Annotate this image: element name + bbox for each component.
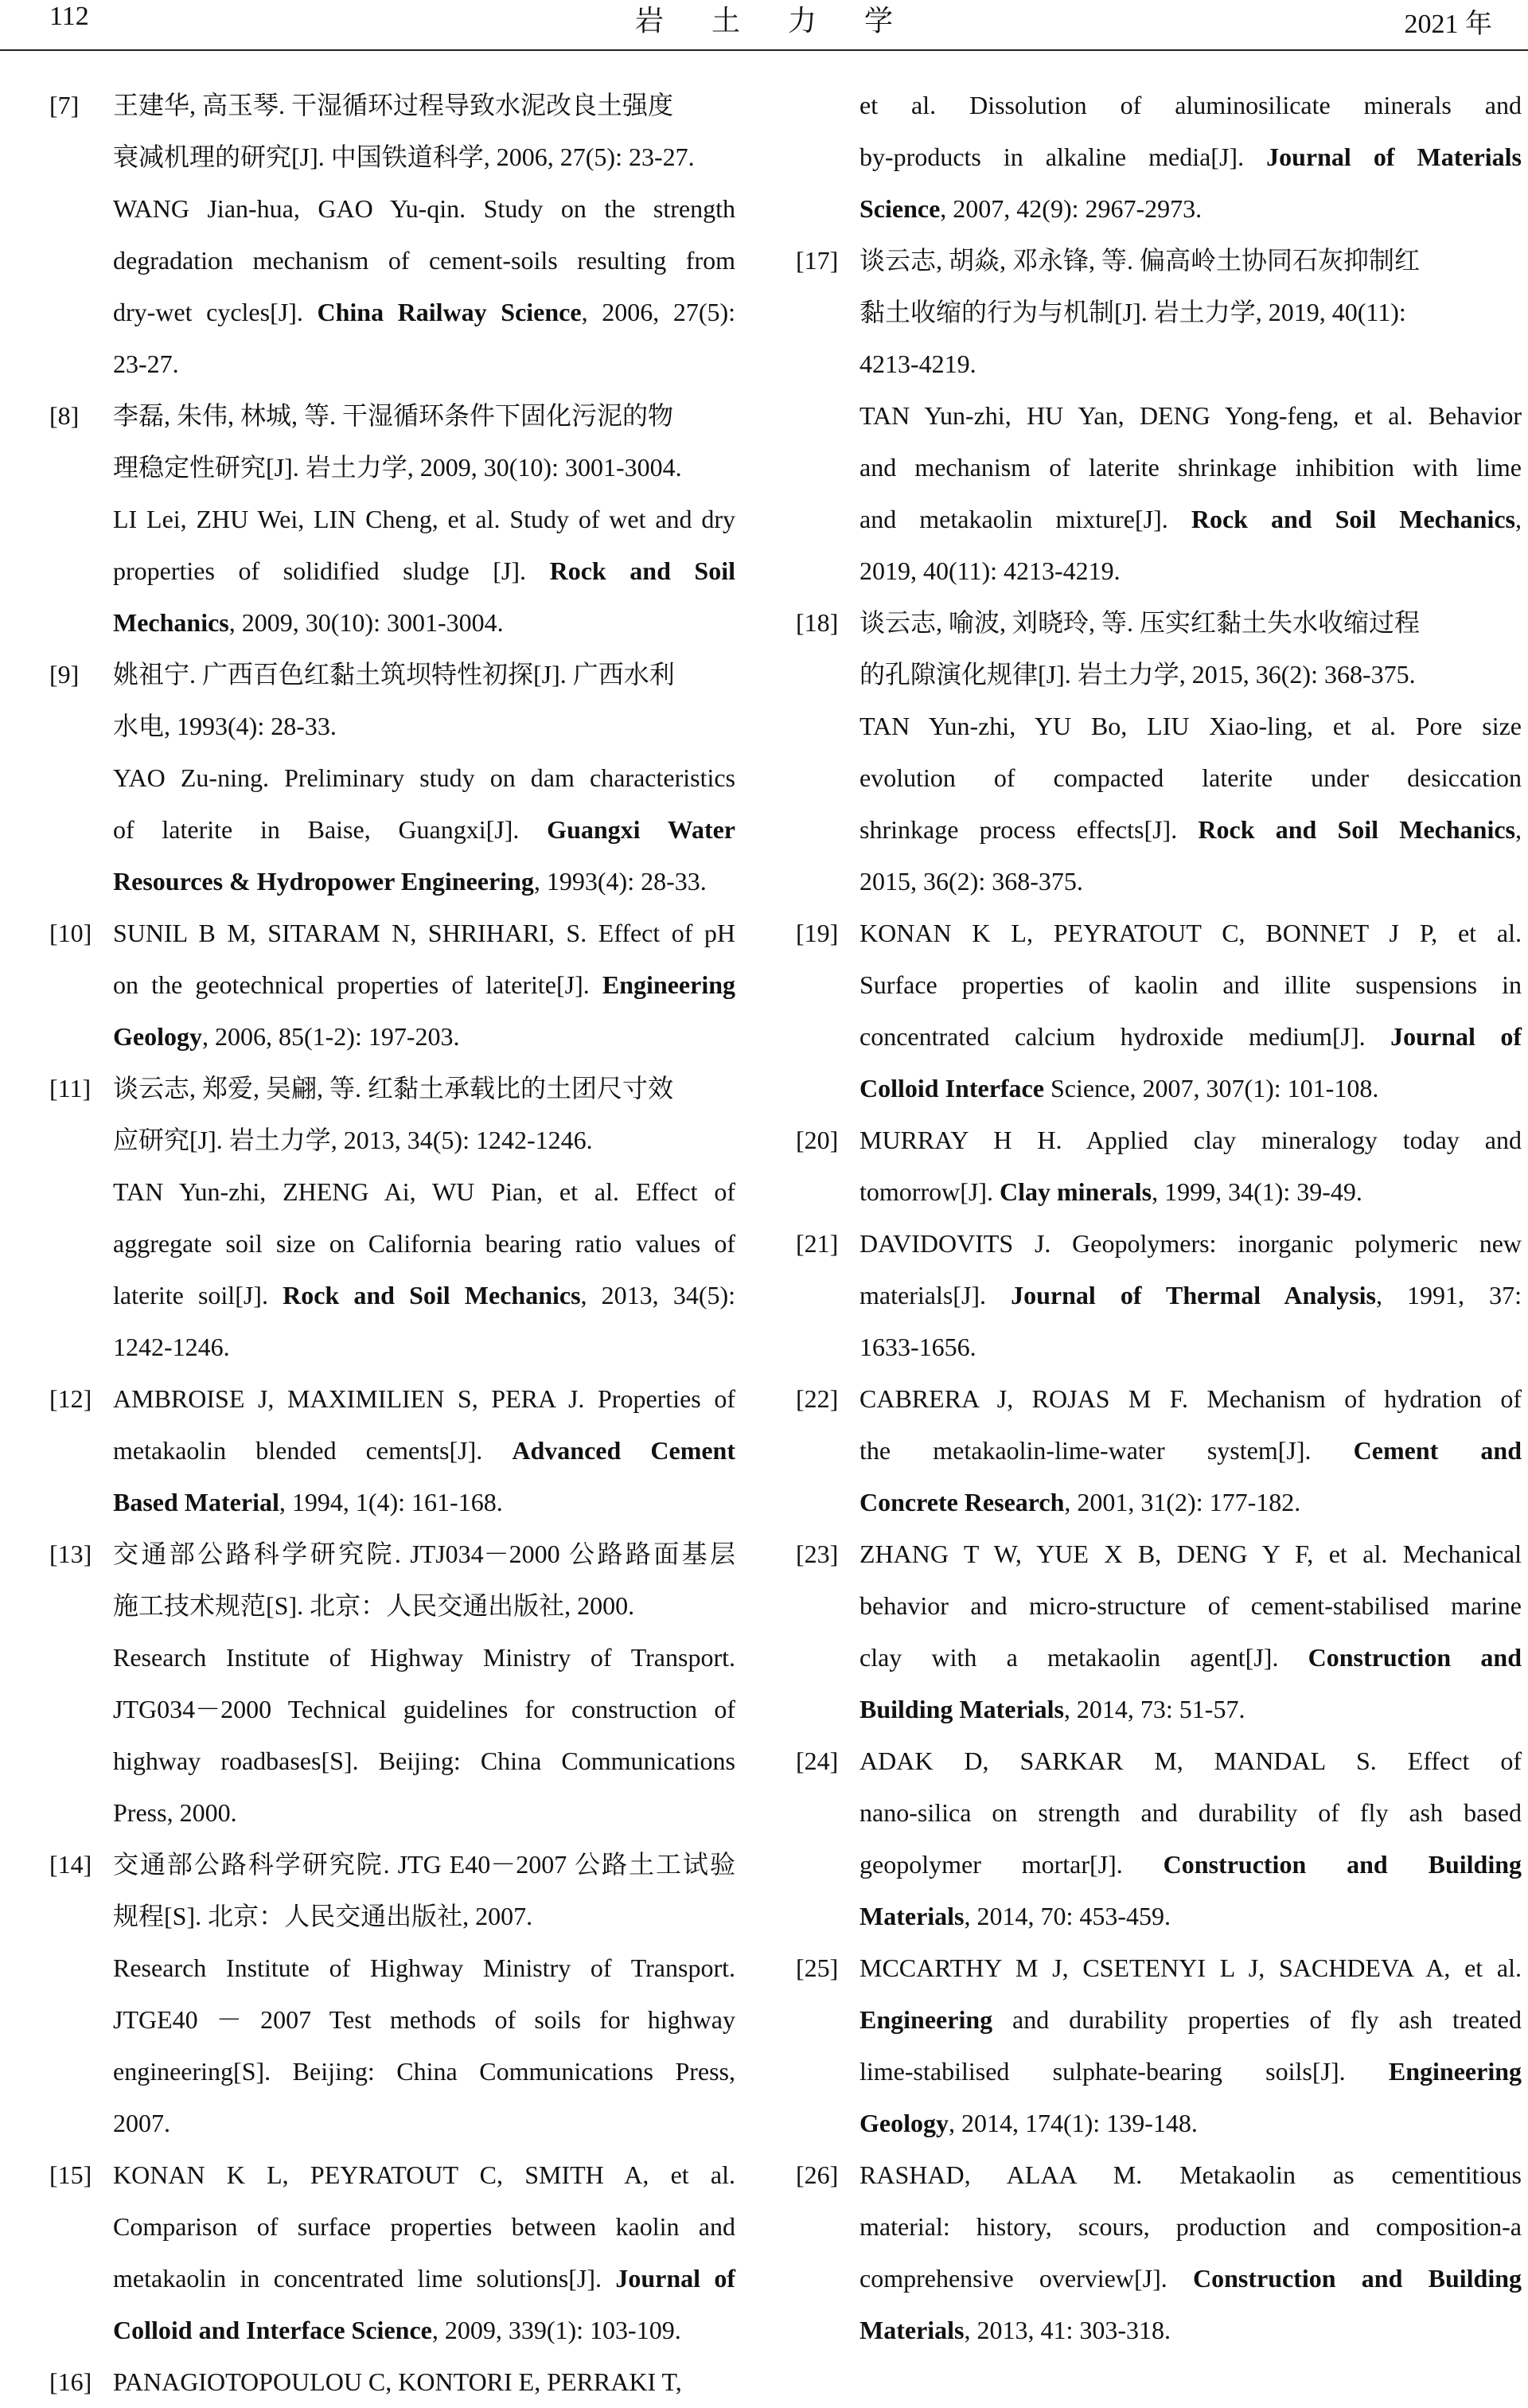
reference-entry	[49, 1063, 735, 1373]
reference-entry	[49, 1528, 735, 1839]
reference-line: PANAGIOTOPOULOU C, KONTORI E, PERRAKI T,	[113, 2367, 682, 2396]
reference-line: nano-silica on strength and durability of fly ash based	[860, 1798, 1522, 1827]
reference-number: [23]	[796, 1540, 839, 1568]
reference-entry	[796, 907, 1522, 1114]
journal-name: Journal of Materials	[1266, 142, 1522, 171]
reference-line: AMBROISE J, MAXIMILIEN S, PERA J. Properties of	[113, 1384, 735, 1413]
reference-line: 4213-4219.	[860, 349, 976, 378]
journal-name: Journal of	[615, 2264, 736, 2293]
journal-name: Rock and Soil	[549, 556, 736, 585]
journal-name: Clay minerals	[999, 1177, 1152, 1206]
journal-name: Materials	[860, 1902, 965, 1930]
reference-line: 2019, 40(11): 4213-4219.	[860, 556, 1121, 585]
reference-line: DAVIDOVITS J. Geopolymers: inorganic polymeric new	[860, 1229, 1522, 1258]
reference-line: tomorrow[J]. Clay minerals, 1999, 34(1): 39-49.	[860, 1177, 1362, 1206]
journal-name: Engineering	[1388, 2057, 1522, 2086]
reference-line: and mechanism of laterite shrinkage inhibition with lime	[860, 453, 1522, 482]
reference-text	[860, 1373, 1522, 1528]
reference-number: [8]	[49, 401, 80, 430]
reference-entry	[796, 1114, 1522, 1218]
journal-name: Resources & Hydropower Engineering	[113, 867, 534, 896]
journal-name: Colloid and Interface Science	[113, 2316, 432, 2344]
journal-name: Based Material	[113, 1488, 279, 1516]
reference-line: Engineering and durability properties of fly ash treated	[860, 2005, 1522, 2034]
reference-line: properties of solidified sludge [J]. Rock and Soil	[113, 556, 736, 585]
reference-text	[860, 80, 1522, 235]
reference-line: 2015, 36(2): 368-375.	[860, 867, 1083, 896]
reference-entry	[49, 649, 735, 907]
reference-entry	[49, 1839, 735, 2149]
reference-line: the metakaolin-lime-water system[J]. Cement and	[860, 1436, 1522, 1465]
journal-title: 岩土力学	[634, 5, 941, 37]
journal-name: Guangxi Water	[547, 815, 736, 844]
reference-line: 应研究[J]. 岩土力学, 2013, 34(5): 1242-1246.	[113, 1126, 593, 1154]
reference-line: ADAK D, SARKAR M, MANDAL S. Effect of	[860, 1746, 1522, 1775]
reference-line: et al. Dissolution of aluminosilicate minerals and	[860, 91, 1522, 119]
journal-name: Rock and Soil Mechanics	[283, 1281, 581, 1309]
reference-text	[113, 1373, 735, 1528]
journal-name: Materials	[860, 2316, 965, 2344]
reference-text	[113, 1528, 735, 1839]
year: 2021 年	[1404, 10, 1492, 39]
reference-line: aggregate soil size on California bearing ratio values of	[113, 1229, 735, 1258]
journal-name: Engineering	[602, 970, 735, 999]
journal-name: Advanced Cement	[512, 1436, 736, 1465]
left-column	[49, 80, 735, 2408]
reference-line: Colloid and Interface Science, 2009, 339(1): 103-109.	[113, 2316, 681, 2344]
reference-line: Press, 2000.	[113, 1798, 237, 1827]
reference-line: 黏土收缩的行为与机制[J]. 岩土力学, 2019, 40(11):	[860, 298, 1406, 326]
reference-line: behavior and micro-structure of cement-stabilised marine	[860, 1591, 1522, 1620]
reference-line: 1242-1246.	[113, 1333, 230, 1361]
reference-line: JTG034－2000 Technical guidelines for construction of	[113, 1695, 735, 1723]
reference-line: Research Institute of Highway Ministry of Transport.	[113, 1643, 735, 1672]
reference-number: [24]	[796, 1746, 839, 1775]
journal-name: Journal of Thermal Analysis	[1011, 1281, 1376, 1309]
reference-line: Mechanics, 2009, 30(10): 3001-3004.	[113, 608, 504, 637]
reference-line: Geology, 2006, 85(1-2): 197-203.	[113, 1022, 460, 1051]
reference-entry	[796, 1942, 1522, 2149]
reference-text	[860, 1942, 1522, 2149]
reference-line: TAN Yun-zhi, HU Yan, DENG Yong-feng, et al. Behavior	[860, 401, 1522, 430]
reference-line: RASHAD, ALAA M. Metakaolin as cementitious	[860, 2160, 1522, 2189]
reference-entry	[796, 597, 1522, 907]
reference-number: [18]	[796, 608, 839, 637]
reference-line: JTGE40 － 2007 Test methods of soils for highway	[113, 2005, 735, 2034]
reference-line: YAO Zu-ning. Preliminary study on dam characteristics	[113, 763, 735, 792]
reference-line: by-products in alkaline media[J]. Journal of Materials	[860, 142, 1522, 171]
reference-line: engineering[S]. Beijing: China Communications Press,	[113, 2057, 735, 2086]
page-number: 112	[49, 2, 89, 31]
reference-number: [15]	[49, 2160, 92, 2189]
reference-number: [21]	[796, 1229, 839, 1258]
reference-number: [16]	[49, 2367, 92, 2396]
reference-line: TAN Yun-zhi, YU Bo, LIU Xiao-ling, et al. Pore size	[860, 712, 1522, 740]
reference-line: Building Materials, 2014, 73: 51-57.	[860, 1695, 1245, 1723]
journal-name: Journal of	[1390, 1022, 1522, 1051]
reference-line: 交通部公路科学研究院. JTG E40－2007 公路土工试验	[113, 1850, 735, 1879]
reference-line: materials[J]. Journal of Thermal Analysis, 1991, 37:	[860, 1281, 1522, 1309]
reference-text	[113, 390, 735, 649]
reference-line: 的孔隙演化规律[J]. 岩土力学, 2015, 36(2): 368-375.	[860, 660, 1416, 689]
reference-line: of laterite in Baise, Guangxi[J]. Guangxi Water	[113, 815, 736, 844]
reference-line: highway roadbases[S]. Beijing: China Communications	[113, 1746, 735, 1775]
reference-text	[113, 2149, 735, 2356]
right-column	[796, 80, 1522, 2356]
reference-text	[860, 1735, 1522, 1942]
reference-text	[113, 1063, 735, 1373]
reference-text	[860, 1114, 1522, 1218]
journal-name: Building Materials	[860, 1695, 1064, 1723]
reference-line: 衰减机理的研究[J]. 中国铁道科学, 2006, 27(5): 23-27.	[113, 142, 695, 171]
reference-line: Resources & Hydropower Engineering, 1993(4): 28-33.	[113, 867, 707, 896]
reference-number	[796, 80, 860, 235]
reference-text	[113, 907, 735, 1063]
journal-name: China Railway Science	[317, 298, 582, 326]
reference-entry	[49, 2356, 735, 2408]
journal-name: Science	[860, 194, 941, 223]
reference-line: Materials, 2014, 70: 453-459.	[860, 1902, 1171, 1930]
reference-entry	[796, 1218, 1522, 1373]
reference-line: Research Institute of Highway Ministry of Transport.	[113, 1953, 735, 1982]
reference-text	[860, 1528, 1522, 1735]
reference-entry	[796, 1528, 1522, 1735]
reference-line: Surface properties of kaolin and illite suspensions in	[860, 970, 1522, 999]
journal-name: Construction and Building	[1192, 2264, 1522, 2293]
reference-text	[860, 597, 1522, 907]
reference-line: Materials, 2013, 41: 303-318.	[860, 2316, 1171, 2344]
reference-entry	[796, 235, 1522, 597]
reference-text	[113, 649, 735, 907]
reference-line: 理稳定性研究[J]. 岩土力学, 2009, 30(10): 3001-3004.	[113, 453, 682, 482]
reference-line: laterite soil[J]. Rock and Soil Mechanics, 2013, 34(5):	[113, 1281, 736, 1309]
reference-line: 交通部公路科学研究院. JTJ034－2000 公路路面基层	[113, 1540, 735, 1568]
reference-line: 李磊, 朱伟, 林城, 等. 干湿循环条件下固化污泥的物	[113, 401, 674, 430]
reference-line: 规程[S]. 北京：人民交通出版社, 2007.	[113, 1902, 533, 1930]
reference-entry	[796, 2149, 1522, 2356]
reference-line: 23-27.	[113, 349, 179, 378]
reference-line: WANG Jian-hua, GAO Yu-qin. Study on the strength	[113, 194, 735, 223]
reference-number: [17]	[796, 246, 839, 275]
reference-entry	[49, 390, 735, 649]
reference-line: Colloid Interface Science, 2007, 307(1): 101-108.	[860, 1074, 1379, 1103]
reference-line: 谈云志, 喻波, 刘晓玲, 等. 压实红黏土失水收缩过程	[860, 608, 1421, 637]
reference-line: MCCARTHY M J, CSETENYI L J, SACHDEVA A, et al.	[860, 1953, 1522, 1982]
reference-entry	[49, 2149, 735, 2356]
reference-entry	[796, 1373, 1522, 1528]
journal-name: Concrete Research	[860, 1488, 1065, 1516]
reference-line: concentrated calcium hydroxide medium[J]. Journal of	[860, 1022, 1522, 1051]
reference-number: [11]	[49, 1074, 92, 1103]
reference-line: KONAN K L, PEYRATOUT C, BONNET J P, et al.	[860, 919, 1522, 947]
reference-number: [22]	[796, 1384, 839, 1413]
reference-line: Based Material, 1994, 1(4): 161-168.	[113, 1488, 503, 1516]
reference-line: lime-stabilised sulphate-bearing soils[J]. Engineering	[860, 2057, 1522, 2086]
reference-entry	[796, 80, 1522, 235]
reference-entry	[49, 907, 735, 1063]
reference-number: [13]	[49, 1540, 92, 1568]
reference-line: 水电, 1993(4): 28-33.	[113, 712, 337, 740]
reference-line: shrinkage process effects[J]. Rock and Soil Mechanics,	[860, 815, 1522, 844]
journal-name: Geology	[113, 1022, 202, 1051]
reference-line: 王建华, 高玉琴. 干湿循环过程导致水泥改良土强度	[113, 91, 674, 119]
reference-number: [19]	[796, 919, 839, 947]
reference-line: metakaolin blended cements[J]. Advanced Cement	[113, 1436, 736, 1465]
reference-line: ZHANG T W, YUE X B, DENG Y F, et al. Mechanical	[860, 1540, 1522, 1568]
reference-entry	[796, 1735, 1522, 1942]
journal-name: Engineering	[860, 2005, 993, 2034]
reference-line: evolution of compacted laterite under desiccation	[860, 763, 1522, 792]
reference-line: Geology, 2014, 174(1): 139-148.	[860, 2109, 1198, 2137]
reference-text	[113, 1839, 735, 2149]
reference-text	[113, 2356, 735, 2408]
journal-name: Construction and Building	[1163, 1850, 1522, 1879]
journal-name: Construction and	[1308, 1643, 1522, 1672]
reference-line: TAN Yun-zhi, ZHENG Ai, WU Pian, et al. Effect of	[113, 1177, 735, 1206]
reference-text	[860, 2149, 1522, 2356]
reference-line: 谈云志, 郑爱, 吴翩, 等. 红黏土承载比的土团尺寸效	[113, 1074, 674, 1103]
reference-text	[860, 1218, 1522, 1373]
journal-name: Mechanics	[113, 608, 229, 637]
reference-line: Concrete Research, 2001, 31(2): 177-182.	[860, 1488, 1301, 1516]
reference-line: Science, 2007, 42(9): 2967-2973.	[860, 194, 1203, 223]
journal-name: Cement and	[1353, 1436, 1522, 1465]
reference-line: KONAN K L, PEYRATOUT C, SMITH A, et al.	[113, 2160, 735, 2189]
reference-line: MURRAY H H. Applied clay mineralogy today and	[860, 1126, 1522, 1154]
reference-number: [14]	[49, 1850, 92, 1879]
reference-number: [9]	[49, 660, 80, 689]
reference-entry	[49, 1373, 735, 1528]
reference-line: 2007.	[113, 2109, 170, 2137]
reference-line: dry-wet cycles[J]. China Railway Science, 2006, 27(5):	[113, 298, 736, 326]
reference-number: [12]	[49, 1384, 92, 1413]
reference-text	[860, 907, 1522, 1114]
running-header	[0, 0, 1528, 51]
reference-line: 施工技术规范[S]. 北京：人民交通出版社, 2000.	[113, 1591, 635, 1620]
reference-line: LI Lei, ZHU Wei, LIN Cheng, et al. Study of wet and dry	[113, 505, 735, 533]
journal-name: Rock and Soil Mechanics	[1198, 815, 1516, 844]
journal-name: Colloid Interface	[860, 1074, 1044, 1103]
reference-entry	[49, 80, 735, 390]
reference-line: 1633-1656.	[860, 1333, 976, 1361]
reference-line: Comparison of surface properties between kaolin and	[113, 2212, 735, 2241]
reference-line: 姚祖宁. 广西百色红黏土筑坝特性初探[J]. 广西水利	[113, 660, 675, 689]
reference-text	[113, 80, 735, 390]
reference-line: and metakaolin mixture[J]. Rock and Soil Mechanics,	[860, 505, 1522, 533]
reference-line: SUNIL B M, SITARAM N, SHRIHARI, S. Effect of pH	[113, 919, 735, 947]
reference-line: clay with a metakaolin agent[J]. Construction and	[860, 1643, 1522, 1672]
reference-line: comprehensive overview[J]. Construction and Building	[860, 2264, 1522, 2293]
reference-number: [25]	[796, 1953, 839, 1982]
reference-line: material: history, scours, production and composition-a	[860, 2212, 1522, 2241]
reference-line: on the geotechnical properties of laterite[J]. Engineering	[113, 970, 735, 999]
reference-number: [10]	[49, 919, 92, 947]
reference-text	[860, 235, 1522, 597]
reference-line: geopolymer mortar[J]. Construction and Building	[860, 1850, 1522, 1879]
reference-line: 谈云志, 胡焱, 邓永锋, 等. 偏高岭土协同石灰抑制红	[860, 246, 1421, 275]
journal-name: Geology	[860, 2109, 949, 2137]
reference-line: CABRERA J, ROJAS M F. Mechanism of hydration of	[860, 1384, 1522, 1413]
journal-name: Rock and Soil Mechanics	[1191, 505, 1516, 533]
reference-number: [20]	[796, 1126, 839, 1154]
reference-number: [26]	[796, 2160, 839, 2189]
reference-line: degradation mechanism of cement-soils resulting from	[113, 246, 735, 275]
reference-line: metakaolin in concentrated lime solutions[J]. Journal of	[113, 2264, 736, 2293]
reference-number: [7]	[49, 91, 80, 119]
